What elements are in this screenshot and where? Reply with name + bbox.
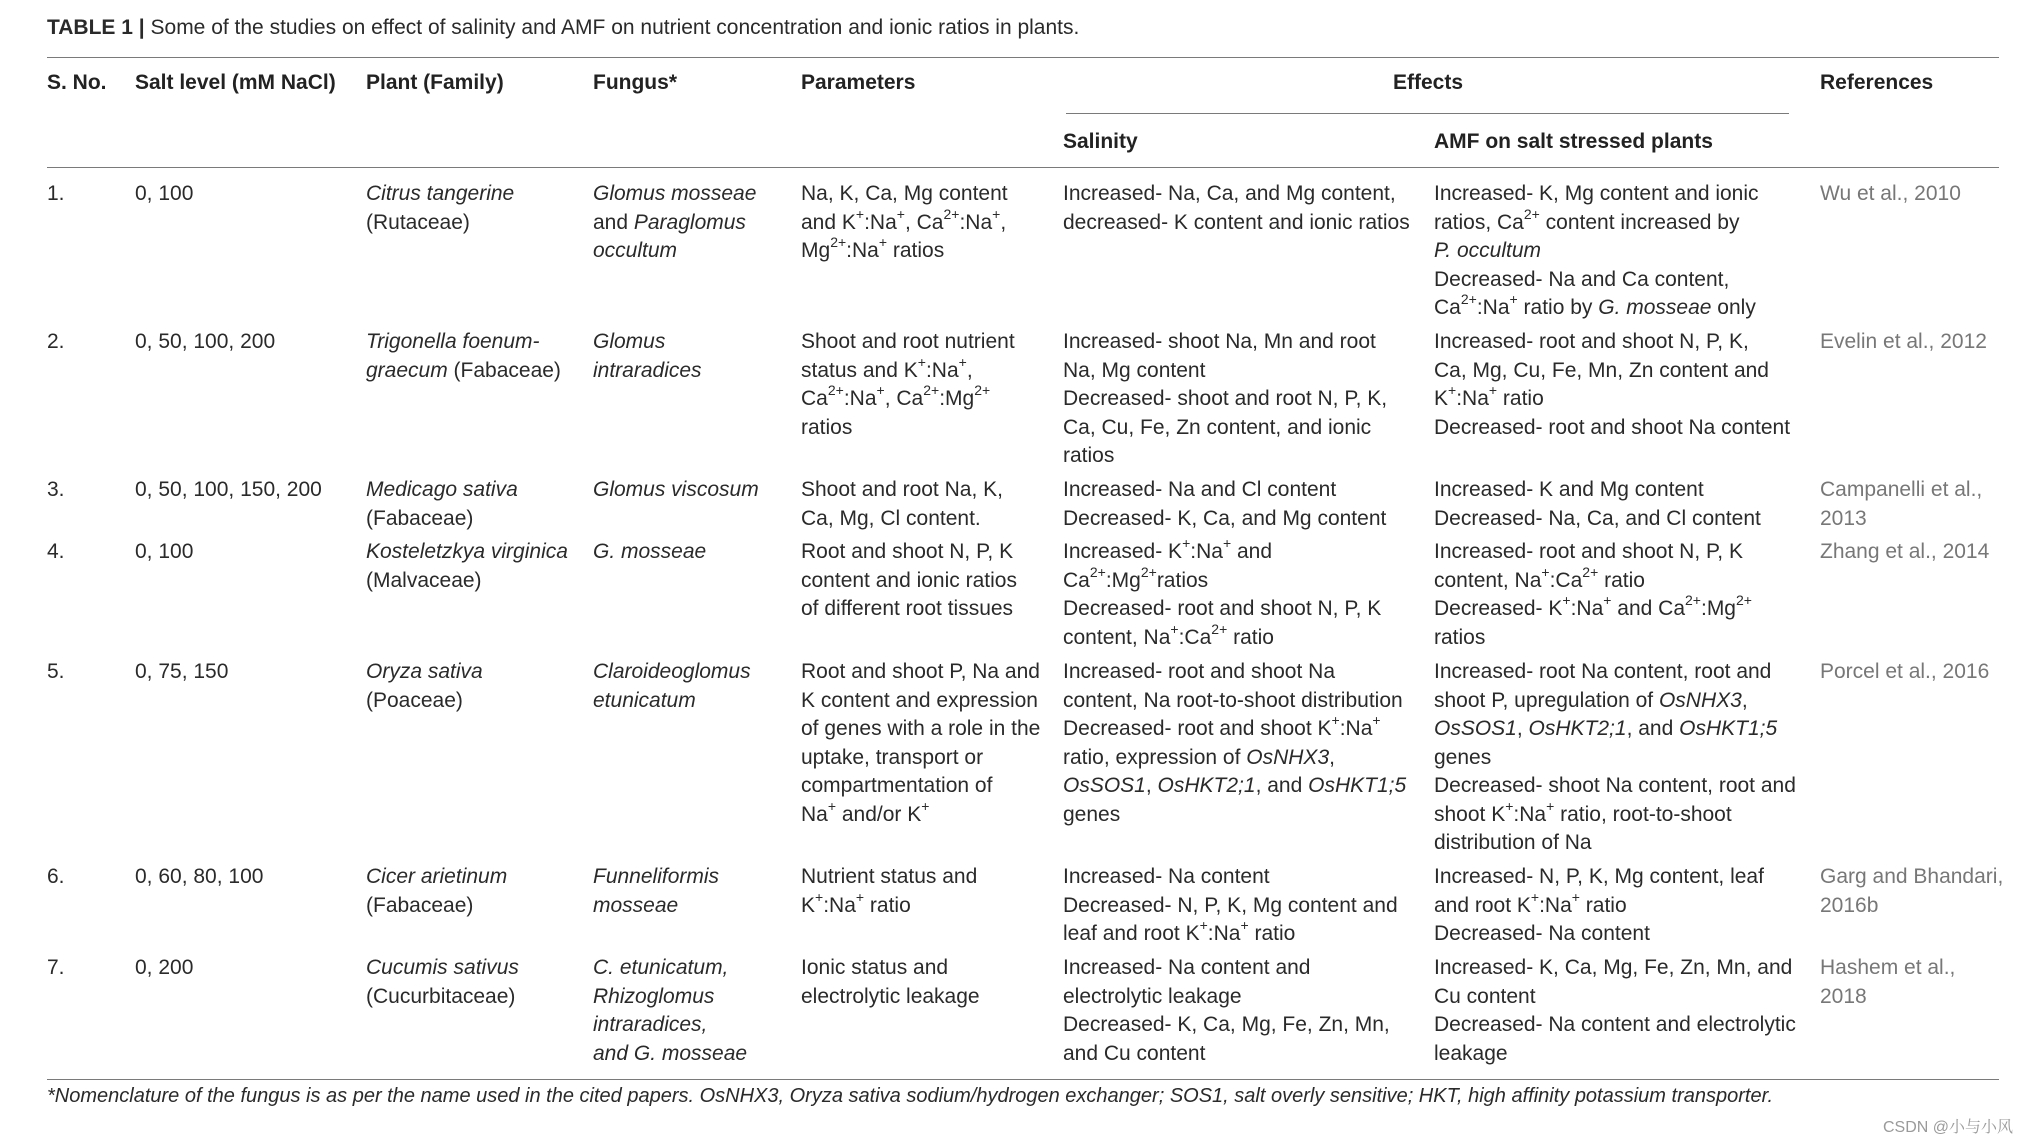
cell-sno-row-6: 6.: [47, 865, 65, 888]
cell-plant-row-4: Kosteletzkya virginica (Malvaceae): [366, 540, 568, 592]
cell-amf-row-3: Increased- K and Mg content Decreased- Na, Ca, and Cl content: [1434, 478, 1761, 530]
cell-sno-row-2: 2.: [47, 330, 65, 353]
bottom-rule: [47, 1079, 1999, 1080]
cell-parameters-row-1: Na, K, Ca, Mg content and K+:Na+, $Ca^{2+}:Na^+$, $Mg^{2+}:Na^+$ ratios: [801, 182, 1008, 262]
table-caption: [47, 14, 1079, 42]
cell-parameters-row-6: Nutrient status and K+:Na+ ratio: [801, 865, 978, 917]
cell-ref-row-2: Evelin et al., 2012: [1820, 330, 1987, 353]
header-amf: AMF on salt stressed plants: [1434, 130, 1713, 153]
cell-plant-row-1: Citrus tangerine (Rutaceae): [366, 182, 515, 234]
cell-fungus-row-7: C. etunicatum, Rhizoglomus intraradices, and G. mosseae: [593, 956, 748, 1065]
cell-salinity-row-6: Increased- Na content Decreased- N, P, K, Mg content and leaf and root K+:Na+ ratio: [1063, 865, 1398, 945]
cell-parameters-row-5: Root and shoot P, Na and K content and expression of genes with a role in the uptake, transport or compartmentation of Na+ and/or K+: [801, 660, 1041, 826]
cell-parameters-row-2: Shoot and root nutrient status and K+:Na+, $Ca^{2+}:Na^+$, $Ca^{2+}:Mg^{2+}$ ratios: [801, 330, 1015, 439]
header-rule: [47, 167, 1999, 168]
header-plant: Plant (Family): [366, 71, 504, 94]
cell-ref-row-5: Porcel et al., 2016: [1820, 660, 1990, 683]
cell-plant-row-7: Cucumis sativus (Cucurbitaceae): [366, 956, 519, 1008]
cell-fungus-row-6: Funneliformis mosseae: [593, 865, 720, 917]
caption-text: Some of the studies on effect of salinity and AMF on nutrient concentration and ionic ratios in plants.: [144, 16, 1080, 39]
cell-amf-row-6: Increased- N, P, K, Mg content, leaf and root K+:Na+ ratio Decreased- Na content: [1434, 865, 1764, 945]
cell-amf-row-2: Increased- root and shoot N, P, K, Ca, Mg, Cu, Fe, Mn, Zn content and K+:Na+ ratio Decreased- root and shoot Na content: [1434, 330, 1791, 439]
cell-amf-row-7: Increased- K, Ca, Mg, Fe, Zn, Mn, and Cu content Decreased- Na content and electrolytic leakage: [1434, 956, 1796, 1065]
cell-plant-row-6: Cicer arietinum (Fabaceae): [366, 865, 508, 917]
watermark: CSDN @小与小风: [1882, 1119, 2013, 1136]
cell-ref-row-1: Wu et al., 2010: [1820, 182, 1961, 205]
cell-salt-row-7: 0, 200: [135, 956, 194, 979]
cell-amf-row-5: Increased- root Na content, root and shoot P, upregulation of OsNHX3, OsSOS1, OsHKT2;1, and OsHKT1;5 genes Decreased- shoot Na content, root and shoot K+:Na+ ratio, root-to-shoot distribution of Na: [1434, 660, 1796, 854]
cell-plant-row-5: Oryza sativa (Poaceae): [366, 660, 483, 712]
table-footnote: *Nomenclature of the fungus is as per the name used in the cited papers. OsNHX3, Oryza sativa sodium/hydrogen exchanger; SOS1, salt overly sensitive; HKT, high affinity potassium transporter.: [47, 1085, 1774, 1107]
cell-ref-row-7: Hashem et al., 2018: [1820, 956, 1956, 1008]
cell-sno-row-3: 3.: [47, 478, 65, 501]
cell-salinity-row-2: Increased- shoot Na, Mn and root Na, Mg content Decreased- shoot and root N, P, K, Ca, Cu, Fe, Zn content, and ionic ratios: [1063, 330, 1388, 467]
cell-salt-row-3: 0, 50, 100, 150, 200: [135, 478, 322, 501]
cell-sno-row-4: 4.: [47, 540, 65, 563]
header-sno: S. No.: [47, 71, 107, 94]
cell-ref-row-6: Garg and Bhandari, 2016b: [1820, 865, 2004, 917]
cell-plant-row-3: Medicago sativa (Fabaceae): [366, 478, 518, 530]
cell-fungus-row-4: G. mosseae: [593, 540, 707, 563]
cell-plant-row-2: Trigonella foenum- graecum (Fabaceae): [366, 330, 561, 382]
cell-fungus-row-1: Glomus mosseae and Paraglomus occultum: [593, 182, 757, 262]
cell-amf-row-1: Increased- K, Mg content and ionic ratios, $Ca^{2+}$ content increased by P. occultum Decreased- Na and Ca content, $Ca^{2+}:Na^+$ ratio by G. mosseae only: [1434, 182, 1759, 319]
caption-label: TABLE 1 |: [47, 16, 145, 39]
header-effects: Effects: [1393, 71, 1464, 94]
cell-salt-row-1: 0, 100: [135, 182, 194, 205]
header-fungus: Fungus*: [593, 71, 677, 94]
effects-rule: [1066, 113, 1789, 114]
cell-salinity-row-4: Increased- K+:Na+ and $Ca^{2+}:Mg^{2+}ratios$ Decreased- root and shoot N, P, K content, $Na^+:Ca^{2+}$ ratio: [1063, 535, 1382, 649]
header-salinity: Salinity: [1063, 130, 1138, 153]
cell-sno-row-1: 1.: [47, 182, 65, 205]
cell-salt-row-2: 0, 50, 100, 200: [135, 330, 276, 353]
header-parameters: Parameters: [801, 71, 916, 94]
cell-salinity-row-7: Increased- Na content and electrolytic leakage Decreased- K, Ca, Mg, Fe, Zn, Mn, and Cu content: [1063, 956, 1390, 1065]
cell-fungus-row-2: Glomus intraradices: [593, 330, 702, 382]
cell-sno-row-5: 5.: [47, 660, 65, 683]
cell-salt-row-5: 0, 75, 150: [135, 660, 229, 683]
cell-salt-row-4: 0, 100: [135, 540, 194, 563]
header-salt-level: Salt level (mM NaCl): [135, 71, 336, 94]
top-rule: [47, 57, 1999, 58]
cell-ref-row-3: Campanelli et al., 2013: [1820, 478, 1983, 530]
cell-amf-row-4: Increased- root and shoot N, P, K content, $Na^+:Ca^{2+}$ ratio Decreased- K+:Na+ and $Ca^{2+}:Mg^{2+}$ ratios: [1434, 540, 1752, 649]
cell-fungus-row-5: Claroideoglomus etunicatum: [593, 660, 751, 712]
header-references: References: [1820, 71, 1934, 94]
cell-salt-row-6: 0, 60, 80, 100: [135, 865, 264, 888]
cell-salinity-row-3: Increased- Na and Cl content Decreased- K, Ca, and Mg content: [1063, 478, 1387, 530]
cell-parameters-row-7: Ionic status and electrolytic leakage: [801, 956, 980, 1008]
cell-fungus-row-3: Glomus viscosum: [593, 478, 759, 501]
cell-parameters-row-3: Shoot and root Na, K, Ca, Mg, Cl content.: [801, 478, 1003, 530]
cell-parameters-row-4: Root and shoot N, P, K content and ionic ratios of different root tissues: [801, 540, 1017, 620]
cell-salinity-row-5: Increased- root and shoot Na content, Na root-to-shoot distribution Decreased- root and shoot K+:Na+ ratio, expression of OsNHX3, OsSOS1, OsHKT2;1, and OsHKT1;5 genes: [1063, 660, 1407, 826]
cell-sno-row-7: 7.: [47, 956, 65, 979]
cell-ref-row-4: Zhang et al., 2014: [1820, 540, 1990, 563]
cell-salinity-row-1: Increased- Na, Ca, and Mg content, decreased- K content and ionic ratios: [1063, 182, 1410, 234]
